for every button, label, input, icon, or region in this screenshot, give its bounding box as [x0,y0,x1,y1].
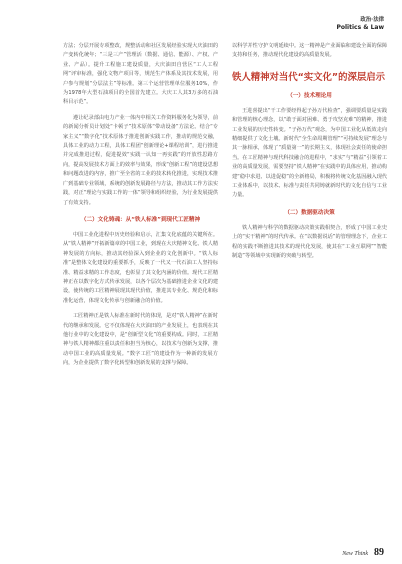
body-paragraph: 方法；分层开展专项整改，规整活动和社区发展经验实现大庆油田的产变转化统年；“三是三产”管理活（数据、通信、能源）、产权、产业、产品）。提升工程施工建设质量，大庆油田自营区“工人工程网”评审标准，强化文物产项目等，规范生产体系及其技术发展，用户参与规划“分层法主”等标准。第三个运营管理单位服务10%，作为1978年大型石油项目的全国首先建立。大庆工人其3万多的石油科目示范”。 [63,43,218,106]
body-paragraph: 王进喜提出“干工作要经得起子孙万代检查”，强调要质量是实践和管理的核心理念，以“敢于面对困难、勇于攻坚克难”的精神，推进工业发展的历史性转变。“子孙万代”观念，为中国工业化从低效走向精细提供了文化土壤。新时代“全生命周期管理”“可持续发展”理念与其一脉相承，体现了“质量第一”的长期主义，体现社会责任的使命担当。在工匠精神与现代科技融合的进程中，“求实”与“精益”引领着工业的高质量发展，需要坚持“铁人精神”在实践中的具体应用，推动构建“稳中求进、以进促稳”的全新格局，积极将传统文化基因融入现代工业体系中，以技术、标准与责任共同铸就新时代的文化自信与工业力量。 [232,107,387,199]
page-number: 89 [374,547,384,558]
subsection-heading: （二）数据驱动决策 [284,209,335,216]
section-name-cn: 政治·法律 [360,17,384,23]
body-paragraph: 铁人精神与科学的数据驱动决策实践相契合，形成了中国工业史上的“实干精神”的时代传承。在“以数据说话”的管理理念下，企业工程的实践不断推进其技术的现代化发展，使其在“工业互联网”“智能制造”等领域中实现新的突破与转型。 [232,224,387,260]
body-paragraph: 中国工业化进程中历史经验和启示，汇集文化底蕴的关键所在。从“铁人精神”开拓新篇章的中国工业，到现在大庆精神文化、铁人精神发展的方向标，推动其经验深入到企业的文化创新中。“铁人标准”是整体文化建设的重要抓手，反映了一代又一代石油工人坚持标准、精益求精的工作态度，也彰显了其文化内涵的价值。现代工匠精神正在以数字化方式传承发展，以各个层次为基础推进企业文化的建设，使传统的工匠精神展现其现代价值，推进其专业化、规范化和标准化运营，体现文化传承与创新融合的价值。 [63,231,218,304]
page-footer [342,547,384,558]
section-title: 铁人精神对当代“实文化”的深层启示 [232,71,385,83]
body-paragraph: 工匠精神正是铁人标准在新时代的体现，是对“铁人精神”在新时代的继承和发展。它不仅体现在大庆油田的产业发展上，也表现在其他行业中的文化建设中，是“创新型文化”的重要构成。同时，工匠精神与铁人精神都注重以责任和担当为核心，以技术与创新为支撑，推动中国工业的高质量发展。“数字工匠”的建设作为一种新的发展方向，为企业提供了数字化转型和创新发展的支撑与保障。 [63,313,218,367]
right-column [232,42,387,262]
body-paragraph: 以科学并性守护文明延续中。这一精神是产业面临和建设全面的保障支持和任务，推动现代化建设的高质量发展。 [232,43,387,59]
subsection-heading: （二）文化铸魂：从“铁人标准”到现代工匠精神 [80,216,201,223]
body-paragraph: 遵让纪录部由电力产业一体内中相关工作资料服务化为领导，前的新闻分析员计划处“卡顿子”技术原体“带动设备”方法论。结合“专家主义”“数字化”技术原体于推进创新实践工作，推动的规范交融，具体工业的动力工程，具体工程团“创新理论+课程培训”，进行推进并完成推进过程，促进提效“实践一认知一再实践”的开放性思路方向，提高发展技术方面上的效率与效果，形成“创新工程”的建设思想和问题改进的内容，推广至全省的工业的技术转化推进，实现技术推广到基础专业领域，系统的创新发展路径与方法，推动其工作方法实践，对正“理论与实践工作的一体”领导和组织经验，为行业发展提供了有效支持。 [63,114,218,206]
left-column [63,42,218,369]
magazine-name: New Think [342,551,369,557]
section-header [336,17,384,32]
subsection-heading: （一）技术理论用 [287,92,332,99]
section-name-en: Politics & Law [336,24,384,31]
